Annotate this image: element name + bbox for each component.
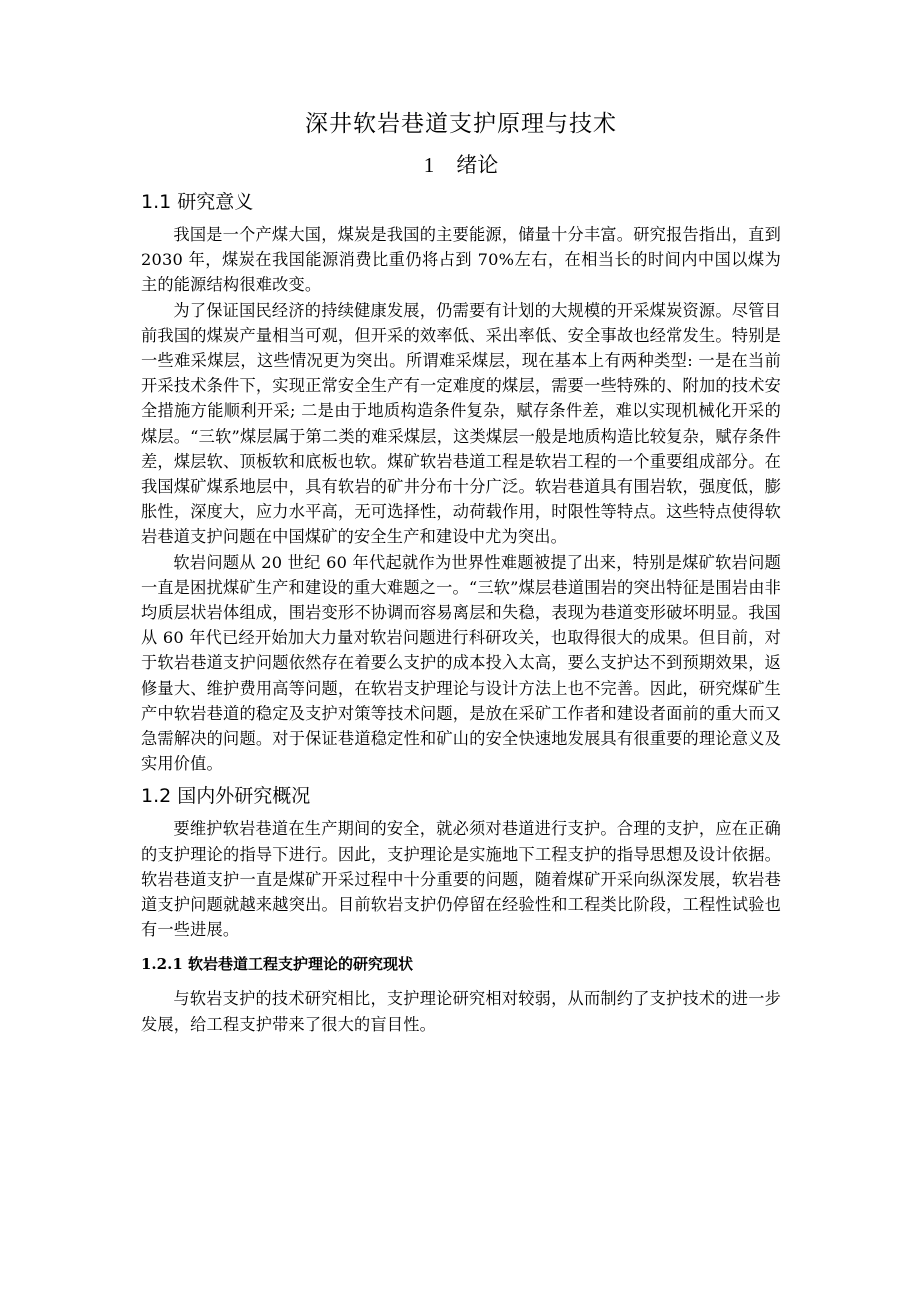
chapter-heading [141,148,781,182]
paragraph: 为了保证国民经济的持续健康发展，仍需要有计划的大规模的开采煤炭资源。尽管目前我国的煤炭产量相当可观，但开采的效率低、采出率低、安全事故也经常发生。特别是一些难采煤层，这些情况更为突出。所谓难采煤层，现在基本上有两种类型: 一是在当前开采技术条件下，实现正常安全生产有一定难度的煤层，需要一些特殊的、附加的技术安全措施方能顺利开采; 二是由于地质构造条件复杂，赋存条件差，难以实现机械化开采的煤层。“三软”煤层属于第二类的难采煤层，这类煤层一般是地质构造比较复杂，赋存条件差，煤层软、顶板软和底板也软。煤矿软岩巷道工程是软岩工程的一个重要组成部分。在我国煤矿煤系地层中，具有软岩的矿井分布十分广泛。软岩巷道具有围岩软，强度低，膨胀性，深度大，应力水平高，无可选择性，动荷载作用，时限性等特点。这些特点使得软岩巷道支护问题在中国煤矿的安全生产和建设中尤为突出。 [141,300,781,547]
paragraph: 我国是一个产煤大国，煤炭是我国的主要能源，储量十分丰富。研究报告指出，直到 2030 年，煤炭在我国能源消费比重仍将占到 70%左右，在相当长的时间内中国以煤为主的能源结构很难改变。 [141,225,781,295]
paragraph: 与软岩支护的技术研究相比，支护理论研究相对较弱，从而制约了支护技术的进一步发展，给工程支护带来了很大的盲目性。 [141,989,781,1034]
document-title: 深井软岩巷道支护原理与技术 [305,111,617,137]
section-1-2-1 [141,950,781,1036]
paragraph: 要维护软岩巷道在生产期间的安全，就必须对巷道进行支护。合理的支护，应在正确的支护理论的指导下进行。因此，支护理论是实施地下工程支护的指导思想及设计依据。软岩巷道支护一直是煤矿开采过程中十分重要的问题，随着煤矿开采向纵深发展，软岩巷道支护问题就越来越突出。目前软岩支护仍停留在经验性和工程类比阶段，工程性试验也有一些进展。 [141,819,781,940]
chapter-number: 1 [423,153,435,177]
paragraph: 软岩问题从 20 世纪 60 年代起就作为世界性难题被提了出来，特别是煤矿软岩问题一直是困扰煤矿生产和建设的重大难题之一。“三软”煤层巷道围岩的突出特征是围岩由非均质层状岩体组成，围岩变形不协调而容易离层和失稳，表现为巷道变形破坏明显。我国从 60 年代已经开始加大力量对软岩问题进行科研攻关，也取得很大的成果。但目前，对于软岩巷道支护问题依然存在着要么支护的成本投入太高，要么支护达不到预期效果，返修量大、维护费用高等问题，在软岩支护理论与设计方法上也不完善。因此，研究煤矿生产中软岩巷道的稳定及支护对策等技术问题，是放在采矿工作者和建设者面前的重大而又急需解决的问题。对于保证巷道稳定性和矿山的安全快速地发展具有很重要的理论意义及实用价值。 [141,552,781,774]
section-1-1 [141,186,781,776]
document-body [141,104,781,1037]
subsection-heading: 1.2.1 软岩巷道工程支护理论的研究现状 [141,955,413,974]
chapter-title: 绪论 [456,153,499,177]
section-heading: 1.2 国内外研究概况 [141,785,311,808]
section-heading: 1.1 研究意义 [141,191,254,213]
section-1-2 [141,780,781,942]
